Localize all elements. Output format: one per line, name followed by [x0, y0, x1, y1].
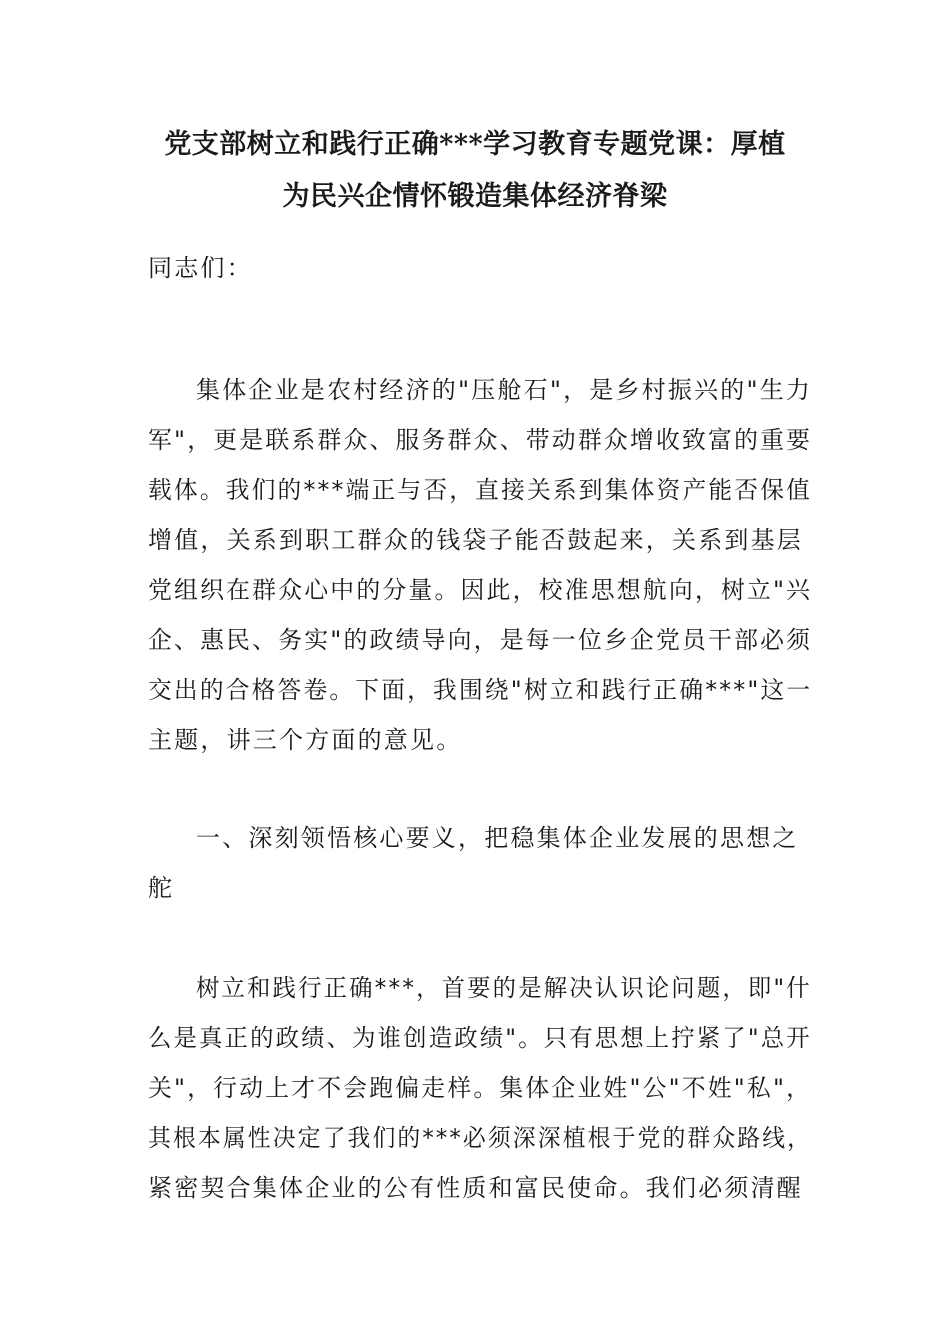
- greeting: 同志们：: [148, 254, 253, 282]
- paragraph-line: 主题，讲三个方面的意见。: [148, 726, 463, 754]
- paragraph-line: 增值，关系到职工群众的钱袋子能否鼓起来，关系到基层: [148, 526, 803, 554]
- paragraph-line: 紧密契合集体企业的公有性质和富民使命。我们必须清醒: [148, 1174, 803, 1202]
- paragraph-line: 么是真正的政绩、为谁创造政绩"。只有思想上拧紧了"总开: [148, 1024, 812, 1052]
- paragraph-line: 其根本属性决定了我们的***必须深深植根于党的群众路线，: [148, 1124, 813, 1152]
- paragraph-line: 集体企业是农村经济的"压舱石"，是乡村振兴的"生力: [196, 376, 813, 404]
- paragraph-line: 交出的合格答卷。下面，我围绕"树立和践行正确***"这一: [148, 676, 813, 704]
- document-title-line-2: 为民兴企情怀锻造集体经济脊梁: [282, 181, 668, 212]
- paragraph-line: 载体。我们的***端正与否，直接关系到集体资产能否保值: [148, 476, 813, 504]
- paragraph-line: 党组织在群众心中的分量。因此，校准思想航向，树立"兴: [148, 576, 813, 604]
- paragraph-line: 企、惠民、务实"的政绩导向，是每一位乡企党员干部必须: [148, 626, 813, 654]
- heading-line: 舵: [148, 874, 175, 902]
- document-title-line-1: 党支部树立和践行正确***学习教育专题党课：厚植: [164, 129, 786, 160]
- heading-line: 一、深刻领悟核心要义，把稳集体企业发展的思想之: [196, 824, 799, 852]
- paragraph-line: 关"，行动上才不会跑偏走样。集体企业姓"公"不姓"私"，: [148, 1074, 813, 1102]
- paragraph-line: 树立和践行正确***，首要的是解决认识论问题，即"什: [196, 974, 812, 1002]
- paragraph-line: 军"，更是联系群众、服务群众、带动群众增收致富的重要: [148, 426, 813, 454]
